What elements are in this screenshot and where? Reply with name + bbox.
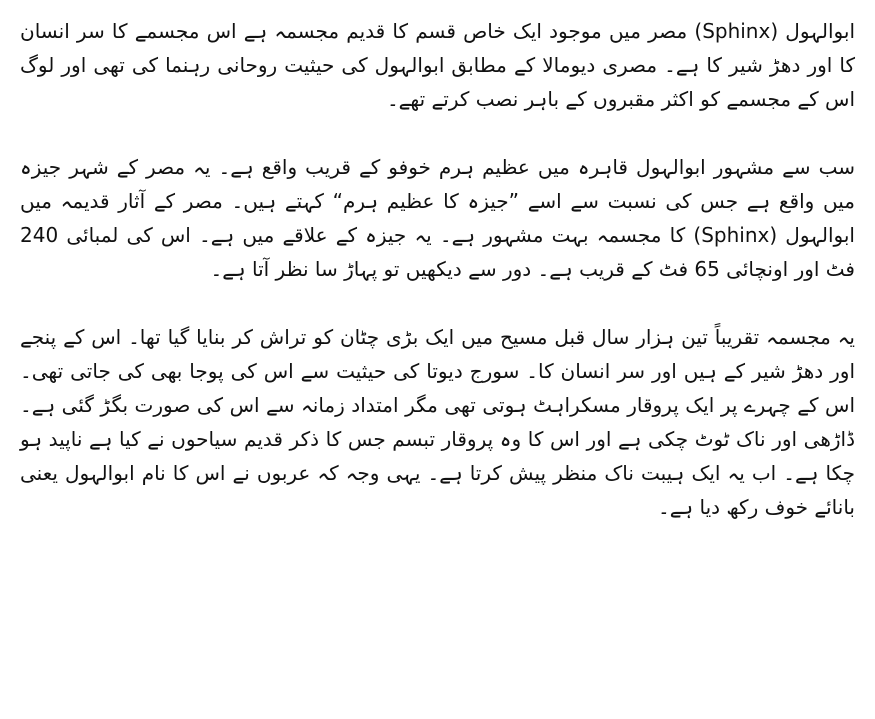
document-body [20, 14, 855, 524]
paragraph-giza-location: سب سے مشہور ابوالہول قاہرہ میں عظیم ہرم خوفو کے قریب واقع ہے۔ یہ مصر کے شہر جیزہ میں واقع ہے جس کی نسبت سے اسے ”جیزہ کا عظیم ہرم“ کہتے ہیں۔ مصر کے آثار قدیمہ میں ابوالہول (Sphinx) کا مجسمہ بہت مشہور ہے۔ یہ جیزہ کے علاقے میں ہے۔ اس کی لمبائی 240 فٹ اور اونچائی 65 فٹ کے قریب ہے۔ دور سے دیکھیں تو پہاڑ سا نظر آتا ہے۔ [20, 155, 855, 281]
paragraph-sphinx-intro: ابوالہول (Sphinx) مصر میں موجود ایک خاص قسم کا قدیم مجسمہ ہے اس مجسمے کا سر انسان کا اور دھڑ شیر کا ہے۔ مصری دیومالا کے مطابق ابوالہول کی حیثیت روحانی رہنما کی تھی اور لوگ اس کے مجسمے کو اکثر مقبروں کے باہر نصب کرتے تھے۔ [20, 19, 855, 111]
paragraph-history: یہ مجسمہ تقریباً تین ہزار سال قبل مسیح میں ایک بڑی چٹان کو تراش کر بنایا گیا تھا۔ اس کے پنجے اور دھڑ شیر کے ہیں اور سر انسان کا۔ سورج دیوتا کی حیثیت سے اس کی پوجا بھی کی جاتی تھی۔ اس کے چہرے پر ایک پروقار مسکراہٹ ہوتی تھی مگر امتداد زمانہ سے اس کی صورت بگڑ گئی ہے۔ ڈاڑھی اور ناک ٹوٹ چکی ہے اور اس کا وہ پروقار تبسم جس کا ذکر قدیم سیاحوں نے کیا ہے ناپید ہو چکا ہے۔ اب یہ ایک ہیبت ناک منظر پیش کرتا ہے۔ یہی وجہ کہ عربوں نے اس کا نام ابوالہول یعنی بانائے خوف رکھ دیا ہے۔ [20, 325, 855, 519]
